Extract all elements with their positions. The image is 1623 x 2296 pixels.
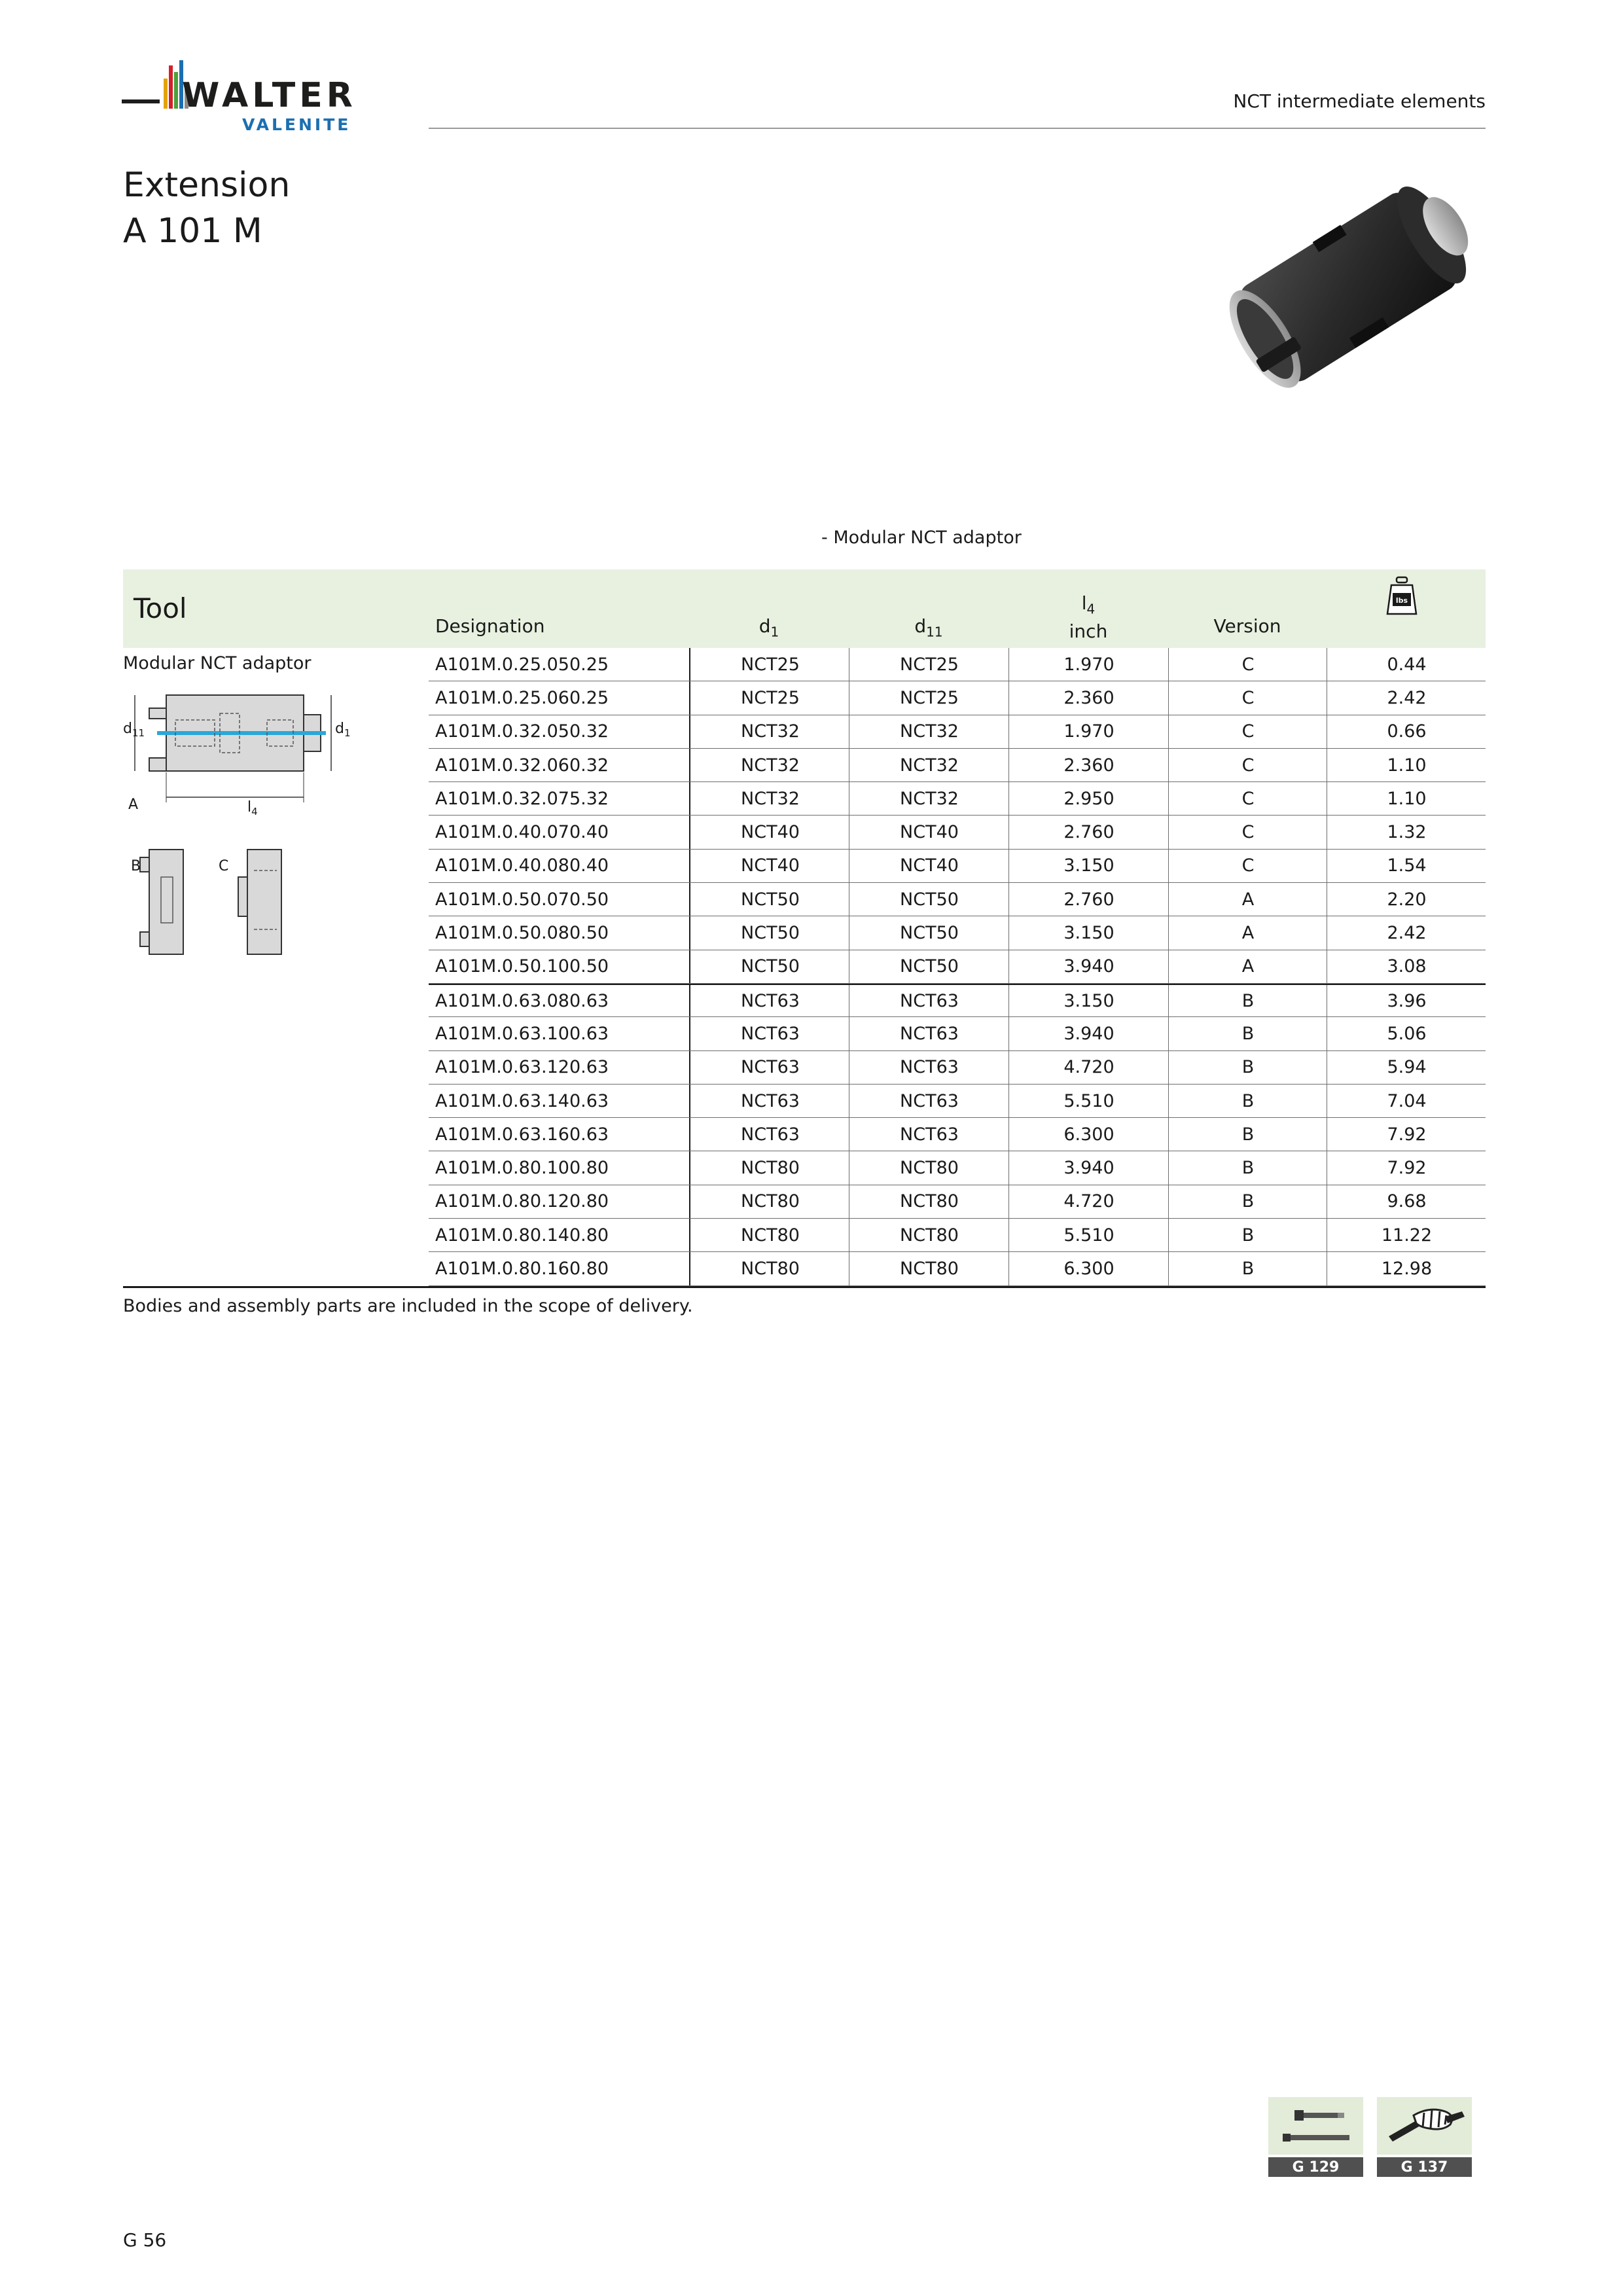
table-row	[429, 1118, 1486, 1151]
cell-l4: 3.150	[1008, 916, 1169, 949]
cell-designation: A101M.0.25.050.25	[435, 654, 609, 675]
cell-l4: 3.150	[1008, 985, 1169, 1016]
reference-label: G 137	[1377, 2157, 1472, 2177]
cell-d11: NCT40	[849, 816, 1009, 848]
cell-d11: NCT80	[849, 1219, 1009, 1251]
cell-d1: NCT25	[689, 681, 850, 714]
cell-weight: 5.94	[1327, 1051, 1486, 1084]
cell-designation: A101M.0.63.120.63	[435, 1057, 609, 1078]
table-row	[429, 1151, 1486, 1185]
label-d11	[123, 721, 145, 739]
label-a: A	[128, 797, 139, 813]
cell-d11: NCT50	[849, 916, 1009, 949]
cell-weight: 1.10	[1327, 749, 1486, 781]
cell-l4: 4.720	[1008, 1051, 1169, 1084]
cell-d1: NCT80	[689, 1252, 850, 1285]
cell-version: C	[1168, 850, 1327, 882]
cell-d1: NCT32	[689, 749, 850, 781]
cell-version: A	[1168, 916, 1327, 949]
cell-weight: 12.98	[1327, 1252, 1486, 1285]
cell-d11: NCT63	[849, 1118, 1009, 1151]
screws-icon	[1268, 2097, 1363, 2155]
cell-designation: A101M.0.63.160.63	[435, 1124, 609, 1145]
page-title	[123, 162, 290, 254]
cell-weight: 11.22	[1327, 1219, 1486, 1251]
cell-version: B	[1168, 1185, 1327, 1218]
cell-designation: A101M.0.50.080.50	[435, 923, 609, 944]
cell-d11: NCT25	[849, 648, 1009, 681]
col-l4-unit: inch	[1069, 620, 1108, 642]
table-row	[429, 1085, 1486, 1118]
cell-d11: NCT25	[849, 681, 1009, 714]
cell-version: B	[1168, 1051, 1327, 1084]
col-l4-symbol	[1008, 592, 1168, 620]
cell-weight: 7.92	[1327, 1151, 1486, 1184]
cell-weight: 9.68	[1327, 1185, 1486, 1218]
cell-version: A	[1168, 883, 1327, 916]
cell-designation: A101M.0.40.070.40	[435, 822, 609, 843]
label-l4	[247, 799, 258, 817]
title-line-2: A 101 M	[123, 211, 262, 251]
cell-designation: A101M.0.63.080.63	[435, 990, 609, 1011]
col-l4-letter: l	[1081, 592, 1087, 614]
weight-icon	[1385, 576, 1419, 617]
col-d11	[849, 615, 1008, 640]
col-d1-symbol: d	[758, 615, 771, 637]
cell-version: C	[1168, 648, 1327, 681]
cell-version: B	[1168, 1219, 1327, 1251]
cell-designation: A101M.0.80.160.80	[435, 1258, 609, 1279]
cell-l4: 3.150	[1008, 850, 1169, 882]
cell-weight: 7.92	[1327, 1118, 1486, 1151]
cell-version: C	[1168, 715, 1327, 748]
walter-valenite-logo	[122, 60, 403, 134]
cell-weight: 7.04	[1327, 1085, 1486, 1117]
cell-weight: 2.42	[1327, 681, 1486, 714]
cell-designation: A101M.0.63.100.63	[435, 1023, 609, 1044]
reference-label: G 129	[1268, 2157, 1363, 2177]
cell-weight: 2.20	[1327, 883, 1486, 916]
cell-l4: 1.970	[1008, 648, 1169, 681]
cell-l4: 4.720	[1008, 1185, 1169, 1218]
col-d11-sub: 11	[926, 624, 943, 640]
cell-weight: 1.32	[1327, 816, 1486, 848]
table-row	[429, 648, 1486, 681]
cell-d1: NCT50	[689, 916, 850, 949]
cell-designation: A101M.0.80.120.80	[435, 1191, 609, 1212]
reference-g129[interactable]	[1268, 2097, 1363, 2177]
wrench-hand-icon	[1377, 2097, 1472, 2155]
cell-designation: A101M.0.80.100.80	[435, 1158, 609, 1179]
table-row	[429, 715, 1486, 749]
cell-d11: NCT32	[849, 749, 1009, 781]
col-l4	[1008, 592, 1168, 643]
table-row	[429, 1051, 1486, 1085]
table-row	[429, 984, 1486, 1017]
col-l4-sub: 4	[1086, 601, 1096, 617]
table-row	[429, 749, 1486, 782]
cell-designation: A101M.0.50.100.50	[435, 956, 609, 977]
table-row	[429, 816, 1486, 849]
tool-heading: Tool	[134, 592, 187, 624]
table-row	[429, 1185, 1486, 1219]
cell-l4: 1.970	[1008, 715, 1169, 748]
cell-d1: NCT63	[689, 985, 850, 1016]
logo-wordmark: WALTER	[182, 76, 357, 115]
footnote: Bodies and assembly parts are included in the scope of delivery.	[123, 1296, 693, 1316]
label-c: C	[219, 858, 229, 874]
label-b: B	[131, 858, 141, 874]
cell-weight: 3.08	[1327, 950, 1486, 983]
cell-version: A	[1168, 950, 1327, 983]
table-row	[429, 782, 1486, 816]
cell-d11: NCT40	[849, 850, 1009, 882]
cell-version: B	[1168, 985, 1327, 1016]
cell-d1: NCT80	[689, 1185, 850, 1218]
cell-d11: NCT32	[849, 782, 1009, 815]
cell-d11: NCT50	[849, 883, 1009, 916]
page-number: G 56	[123, 2229, 167, 2251]
cell-d1: NCT50	[689, 950, 850, 983]
product-photo	[1201, 154, 1489, 409]
table-bottom-rule	[123, 1286, 1486, 1288]
cell-l4: 2.760	[1008, 883, 1169, 916]
table-row	[429, 1219, 1486, 1252]
cell-weight: 1.54	[1327, 850, 1486, 882]
col-d1-sub: 1	[770, 624, 779, 640]
cell-designation: A101M.0.32.050.32	[435, 721, 609, 742]
cell-d1: NCT63	[689, 1118, 850, 1151]
label-d1	[335, 721, 351, 739]
section-label: NCT intermediate elements	[1233, 90, 1486, 112]
cell-version: C	[1168, 749, 1327, 781]
cell-l4: 3.940	[1008, 1017, 1169, 1050]
cell-l4: 3.940	[1008, 1151, 1169, 1184]
cell-designation: A101M.0.80.140.80	[435, 1225, 609, 1246]
col-designation: Designation	[435, 615, 545, 637]
cell-d1: NCT32	[689, 715, 850, 748]
cell-l4: 3.940	[1008, 950, 1169, 983]
header-rule	[429, 128, 1486, 129]
cell-d1: NCT63	[689, 1017, 850, 1050]
table-row	[429, 883, 1486, 916]
cell-l4: 2.360	[1008, 749, 1169, 781]
table-row	[429, 950, 1486, 984]
weight-icon-label: lbs	[1395, 596, 1408, 605]
cell-l4: 6.300	[1008, 1118, 1169, 1151]
cell-d1: NCT63	[689, 1085, 850, 1117]
cell-weight: 1.10	[1327, 782, 1486, 815]
cell-d11: NCT80	[849, 1252, 1009, 1285]
cell-d1: NCT80	[689, 1219, 850, 1251]
cell-l4: 2.760	[1008, 816, 1169, 848]
cell-l4: 6.300	[1008, 1252, 1169, 1285]
cell-d1: NCT25	[689, 648, 850, 681]
table-row	[429, 1017, 1486, 1050]
title-line-1: Extension	[123, 166, 291, 205]
cell-designation: A101M.0.32.060.32	[435, 755, 609, 776]
cell-d1: NCT40	[689, 850, 850, 882]
technical-drawing	[123, 681, 411, 969]
cell-l4: 5.510	[1008, 1085, 1169, 1117]
col-d1	[689, 615, 849, 640]
cell-designation: A101M.0.25.060.25	[435, 687, 609, 708]
cell-designation: A101M.0.32.075.32	[435, 788, 609, 809]
cell-version: B	[1168, 1118, 1327, 1151]
cell-d11: NCT80	[849, 1151, 1009, 1184]
label-d1-letter: d	[335, 721, 344, 737]
label-d11-letter: d	[123, 721, 132, 737]
cell-version: C	[1168, 816, 1327, 848]
cell-d1: NCT32	[689, 782, 850, 815]
label-l4-letter: l	[247, 799, 252, 816]
cell-version: B	[1168, 1252, 1327, 1285]
table-row	[429, 850, 1486, 883]
cell-designation: A101M.0.63.140.63	[435, 1090, 609, 1111]
cell-d1: NCT40	[689, 816, 850, 848]
cell-version: C	[1168, 681, 1327, 714]
cell-weight: 0.66	[1327, 715, 1486, 748]
cell-d11: NCT63	[849, 1051, 1009, 1084]
reference-g137[interactable]	[1377, 2097, 1472, 2177]
table-row	[429, 681, 1486, 715]
cell-d1: NCT50	[689, 883, 850, 916]
table-row	[429, 1252, 1486, 1285]
cell-d1: NCT63	[689, 1051, 850, 1084]
tool-description: Modular NCT adaptor	[123, 653, 312, 673]
cell-l4: 2.950	[1008, 782, 1169, 815]
cell-version: B	[1168, 1151, 1327, 1184]
product-table	[429, 648, 1486, 1286]
label-d1-sub: 1	[344, 727, 351, 739]
table-row	[429, 916, 1486, 950]
cell-d11: NCT50	[849, 950, 1009, 983]
cell-weight: 2.42	[1327, 916, 1486, 949]
cell-designation: A101M.0.40.080.40	[435, 855, 609, 876]
label-d11-sub: 11	[132, 727, 145, 739]
cell-weight: 0.44	[1327, 648, 1486, 681]
cell-d11: NCT32	[849, 715, 1009, 748]
cell-d1: NCT80	[689, 1151, 850, 1184]
cell-weight: 3.96	[1327, 985, 1486, 1016]
cell-d11: NCT63	[849, 985, 1009, 1016]
cell-l4: 5.510	[1008, 1219, 1169, 1251]
cell-version: B	[1168, 1017, 1327, 1050]
cell-version: B	[1168, 1085, 1327, 1117]
cell-weight: 5.06	[1327, 1017, 1486, 1050]
label-l4-sub: 4	[251, 806, 258, 817]
cell-d11: NCT63	[849, 1017, 1009, 1050]
cell-l4: 2.360	[1008, 681, 1169, 714]
cell-d11: NCT80	[849, 1185, 1009, 1218]
product-caption: - Modular NCT adaptor	[821, 528, 1022, 548]
col-d11-symbol: d	[914, 615, 927, 637]
cell-d11: NCT63	[849, 1085, 1009, 1117]
col-version: Version	[1213, 615, 1281, 637]
logo-submark: VALENITE	[242, 115, 351, 134]
cell-designation: A101M.0.50.070.50	[435, 889, 609, 910]
cell-version: C	[1168, 782, 1327, 815]
